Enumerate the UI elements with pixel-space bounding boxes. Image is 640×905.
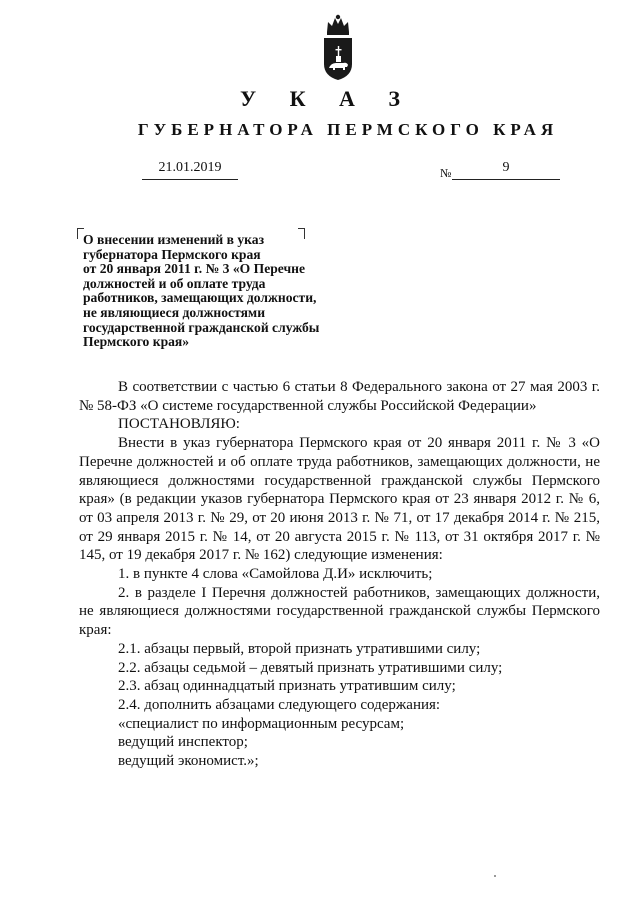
quoted-line: «специалист по информационным ресурсам;	[118, 715, 405, 732]
heading-line: работников, замещающих должности,	[83, 290, 317, 306]
preamble-paragraph: В соответствии с частью 6 статьи 8 Федерального закона от 27 мая 2003 г. № 58-ФЗ «О системе государственной службы Российской Федерации»	[79, 379, 600, 414]
quoted-line: ведущий экономист.»;	[118, 753, 259, 770]
document-number: 9	[452, 160, 560, 180]
item-2-4: 2.4. дополнить абзацами следующего содержания:	[118, 696, 441, 713]
item-2-2: 2.2. абзацы седьмой – девятый признать утратившими силу;	[118, 659, 503, 676]
heading-line: должностей и об оплате труда	[83, 275, 266, 291]
quoted-line: ведущий инспектор;	[118, 734, 248, 751]
document-title: У К А З	[239, 86, 415, 111]
decree-statement: ПОСТАНОВЛЯЮ:	[118, 416, 240, 433]
document-subtitle: ГУБЕРНАТОРА ПЕРМСКОГО КРАЯ	[137, 120, 559, 139]
item-2-1: 2.1. абзацы первый, второй признать утратившими силу;	[118, 640, 481, 657]
coat-of-arms-icon	[319, 12, 357, 82]
document-date: 21.01.2019	[142, 160, 238, 180]
main-paragraph: Внести в указ губернатора Пермского края от 20 января 2011 г. № 3 «О Перечне должностей и об оплате труда работников, замещающих должности, не являющиеся должностями государственной гражданской службы Пермского края» (в редакции указов губернатора Пермского края от 23 января 2012 г. № 6, от 03 апреля 2013 г. № 29, от 20 июня 2013 г. № 71, от 17 декабря 2014 г. № 215, от 29 января 2015 г. № 14, от 20 августа 2015 г. № 113, от 31 октября 2017 г. № 145, от 19 декабря 2017 г. № 162) следующие изменения:	[79, 435, 600, 564]
heading-line: губернатора Пермского края	[83, 246, 261, 262]
heading-line: Пермского края»	[83, 334, 190, 350]
decree-heading	[83, 233, 383, 350]
item-1: 1. в пункте 4 слова «Самойлова Д.И» исключить;	[118, 566, 433, 583]
decree-body	[79, 378, 600, 771]
item-2: 2. в разделе I Перечня должностей работников, замещающих должности, не являющиеся должностями государственной гражданской службы Пермского края:	[79, 584, 600, 639]
heading-line: О внесении изменений в указ	[83, 232, 265, 247]
item-2-3: 2.3. абзац одиннадцатый признать утратившим силу;	[118, 678, 456, 695]
heading-line: от 20 января 2011 г. № 3 «О Перечне	[83, 261, 306, 277]
scan-speck	[494, 875, 496, 877]
document-number-label: №	[440, 166, 452, 180]
heading-line: государственной гражданской службы	[83, 319, 320, 335]
heading-line: не являющиеся должностями	[83, 304, 266, 320]
